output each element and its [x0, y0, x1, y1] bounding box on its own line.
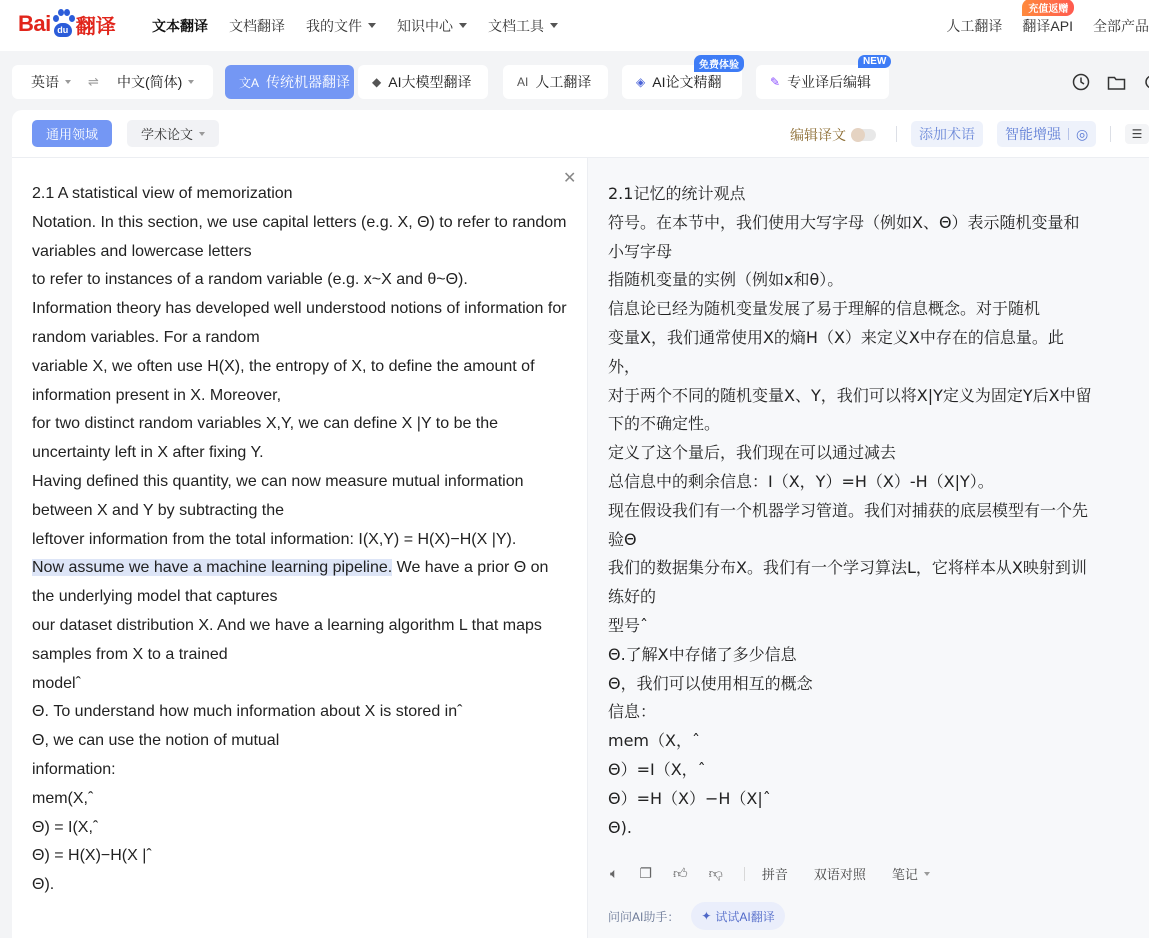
- nav-doc-tools-label: 文档工具: [488, 17, 544, 34]
- target-language-select[interactable]: [117, 72, 194, 92]
- baidu-paw-icon: [52, 9, 74, 39]
- academic-domain-select[interactable]: [127, 120, 219, 147]
- academic-domain-label: 学术论文: [141, 127, 194, 142]
- edit-pen-icon: ✎: [770, 75, 781, 89]
- nav-translate-api-label: 翻译API: [1022, 17, 1073, 34]
- target-line: 小写字母: [608, 241, 673, 261]
- source-line: modelˆ: [32, 674, 81, 692]
- source-line: the underlying model that captures: [32, 588, 278, 606]
- target-line: 下的不确定性。: [608, 414, 721, 434]
- bilingual-button[interactable]: 双语对照: [813, 867, 866, 882]
- target-line: Θ).: [608, 817, 632, 837]
- nav-text-translate-label: 文本翻译: [152, 17, 208, 34]
- target-language-label: 中文(简体): [117, 74, 183, 90]
- settings-icon[interactable]: [1143, 73, 1149, 96]
- nav-knowledge-center-label: 知识中心: [397, 17, 453, 34]
- target-line: mem（X，ˆ: [608, 731, 700, 751]
- pinyin-button[interactable]: 拼音: [761, 867, 788, 882]
- nav-human-translate[interactable]: 人工翻译: [946, 17, 1003, 34]
- translated-text: [608, 180, 1108, 842]
- source-line: for two distinct random variables X,Y, we can define X |Y to be the: [32, 415, 499, 433]
- target-text-pane: [587, 158, 1149, 938]
- free-trial-badge: 免费体验: [694, 55, 744, 72]
- nav-doc-translate-label: 文档翻译: [229, 17, 285, 34]
- try-ai-translate-button[interactable]: [691, 902, 784, 930]
- source-line: our dataset distribution X. And we have a learning algorithm L that maps: [32, 616, 542, 634]
- nav-knowledge-center[interactable]: [397, 16, 467, 36]
- chevron-down-icon: [459, 23, 467, 28]
- target-line: 我们的数据集分布X。我们有一个学习算法L，它将样本从X映射到训: [608, 558, 1087, 578]
- source-text-pane[interactable]: [12, 158, 587, 938]
- chevron-down-icon: [65, 80, 71, 84]
- source-line: Θ, we can use the notion of mutual: [32, 732, 280, 750]
- source-line: information:: [32, 760, 116, 778]
- copy-icon[interactable]: ❐: [639, 865, 652, 881]
- target-line: 现在假设我们有一个机器学习管道。我们对捕获的底层模型有一个先: [608, 500, 1089, 520]
- smart-enhance-label: 智能增强: [1005, 126, 1061, 142]
- source-line: mem(X,ˆ: [32, 789, 94, 807]
- source-line: Having defined this quantity, we can now measure mutual information: [32, 472, 524, 490]
- swap-languages-icon[interactable]: ⇌: [88, 74, 99, 89]
- result-actions: [610, 864, 956, 883]
- main-nav: [152, 0, 579, 51]
- chevron-down-icon: [924, 872, 930, 876]
- source-line: Notation. In this section, we use capital letters (e.g. X, Θ) to refer to random: [32, 213, 567, 231]
- target-line: 外，: [608, 356, 641, 376]
- translate-toolbar: [0, 51, 1149, 109]
- chevron-down-icon: [368, 23, 376, 28]
- post-edit-label: 专业译后编辑: [787, 74, 872, 90]
- try-ai-translate-label: 试试AI翻译: [715, 909, 775, 924]
- machine-translate-button[interactable]: [225, 65, 354, 99]
- human-translate-label: 人工翻译: [535, 74, 592, 90]
- target-line: Θ）=H（X）−H（X|ˆ: [608, 788, 771, 808]
- machine-translate-label: 传统机器翻译: [266, 74, 351, 90]
- ai-sparkle-icon: AI: [517, 75, 529, 89]
- nav-my-files-label: 我的文件: [306, 17, 362, 34]
- target-line: 练好的: [608, 587, 657, 607]
- target-line: 符号。在本节中，我们使用大写字母（例如X、Θ）表示随机变量和: [608, 212, 1080, 232]
- nav-all-products[interactable]: 全部产品: [1093, 17, 1149, 34]
- menu-list-icon[interactable]: ☰: [1125, 124, 1149, 144]
- translate-icon: 文A: [239, 75, 260, 90]
- target-line: 信息：: [608, 702, 657, 722]
- source-line-highlighted: [32, 554, 572, 583]
- post-edit-button[interactable]: [756, 56, 889, 99]
- source-line: Θ) = H(X)−H(X |ˆ: [32, 847, 152, 865]
- baidu-translate-logo[interactable]: [18, 6, 116, 42]
- ai-llm-translate-label: AI大模型翻译: [388, 74, 472, 90]
- thumbs-down-icon[interactable]: 👎︎: [708, 865, 723, 881]
- source-line: between X and Y by subtracting the: [32, 501, 285, 519]
- divider: [896, 126, 897, 142]
- source-line: leftover information from the total information: I(X,Y) = H(X)−H(X |Y).: [32, 530, 517, 548]
- source-language-select[interactable]: [31, 72, 71, 92]
- folder-icon[interactable]: [1107, 74, 1126, 96]
- ask-ai-row: [608, 902, 785, 930]
- ai-paper-translate-label: AI论文精翻: [652, 74, 722, 90]
- notes-label: 笔记: [891, 867, 918, 882]
- history-icon[interactable]: [1072, 73, 1090, 96]
- nav-right: [926, 0, 1149, 51]
- human-translate-button[interactable]: [503, 65, 608, 99]
- edit-translation-toggle[interactable]: [790, 125, 876, 145]
- target-icon: ◎: [1076, 125, 1089, 142]
- layers-icon: ◆: [372, 75, 382, 89]
- top-navigation-bar: [0, 0, 1149, 51]
- target-line: 对于两个不同的随机变量X、Y，我们可以将X|Y定义为固定Y后X中留: [608, 385, 1092, 405]
- toolbar-icons: [1072, 73, 1149, 96]
- source-line: 2.1 A statistical view of memorization: [32, 185, 293, 202]
- nav-translate-api[interactable]: [1022, 3, 1073, 36]
- source-line: Θ) = I(X,ˆ: [32, 818, 99, 836]
- ask-ai-label: 问问AI助手：: [608, 909, 680, 924]
- target-line: Θ，我们可以使用相互的概念: [608, 673, 813, 693]
- divider: [1110, 126, 1111, 142]
- source-line: random variables. For a random: [32, 328, 260, 346]
- chevron-down-icon: [199, 132, 205, 136]
- source-line: variables and lowercase letters: [32, 242, 252, 260]
- source-line: uncertainty left in X after fixing Y.: [32, 444, 264, 462]
- edit-translation-label: 编辑译文: [790, 127, 846, 143]
- logo-bai-text: Bai: [18, 11, 51, 36]
- clear-text-close-icon[interactable]: ✕: [563, 170, 577, 187]
- target-line: 验Θ: [608, 529, 637, 549]
- source-line: samples from X to a trained: [32, 645, 228, 663]
- notes-button[interactable]: [892, 864, 930, 883]
- target-line: 型号ˆ: [608, 615, 649, 635]
- source-line: variable X, we often use H(X), the entropy of X, to define the amount of: [32, 357, 535, 375]
- source-text[interactable]: [32, 180, 572, 900]
- highlighted-sentence: Now assume we have a machine learning pipeline.: [32, 559, 393, 577]
- toggle-switch[interactable]: [852, 129, 876, 141]
- source-line: Θ. To understand how much information about X is stored inˆ: [32, 703, 463, 721]
- target-line: 定义了这个量后，我们现在可以通过减去: [608, 443, 897, 463]
- stack-icon: ◈: [636, 75, 646, 89]
- add-term-button[interactable]: 添加术语: [911, 121, 983, 147]
- translation-card: [12, 110, 1149, 938]
- source-line: to refer to instances of a random variable (e.g. x~X and θ~Θ).: [32, 271, 468, 289]
- ai-llm-translate-button[interactable]: [358, 65, 488, 99]
- target-line: 总信息中的剩余信息：I（X，Y）=H（X）-H（X|Y）。: [608, 471, 994, 491]
- target-line: 2.1记忆的统计观点: [608, 184, 746, 203]
- divider: [744, 867, 745, 881]
- target-line: Θ）=I（X，ˆ: [608, 759, 706, 779]
- chevron-down-icon: [188, 80, 194, 84]
- general-domain-button[interactable]: 通用领域: [32, 120, 112, 147]
- target-line: 信息论已经为随机变量发展了易于理解的信息概念。对于随机: [608, 299, 1041, 319]
- recharge-badge: 充值返赠: [1022, 0, 1074, 16]
- target-line: 变量X，我们通常使用X的熵H（X）来定义X中存在的信息量。此: [608, 327, 1064, 347]
- nav-doc-tools[interactable]: [488, 16, 558, 36]
- source-line: information present in X. Moreover,: [32, 386, 282, 404]
- language-selector: [12, 65, 213, 99]
- thumbs-up-icon[interactable]: 👍︎: [672, 865, 688, 881]
- sparkle-icon: ✦: [701, 909, 712, 923]
- chevron-down-icon: [550, 23, 558, 28]
- ai-paper-translate-button[interactable]: [622, 60, 742, 99]
- smart-enhance-button[interactable]: [997, 121, 1096, 147]
- card-header: [12, 110, 1149, 158]
- new-badge: NEW: [858, 55, 891, 68]
- logo-fanyi-text: 翻译: [75, 13, 116, 38]
- source-language-label: 英语: [31, 74, 59, 90]
- nav-doc-translate[interactable]: [229, 16, 285, 36]
- sentence-rest: We have a prior Θ on: [392, 559, 549, 577]
- nav-text-translate[interactable]: [152, 16, 208, 36]
- target-line: Θ.了解X中存储了多少信息: [608, 644, 797, 664]
- target-line: 指随机变量的实例（例如x和θ）。: [608, 270, 844, 290]
- source-line: Information theory has developed well understood notions of information for: [32, 300, 567, 318]
- divider: [1068, 128, 1069, 140]
- nav-my-files[interactable]: [306, 16, 376, 36]
- source-line: Θ).: [32, 876, 55, 894]
- speaker-icon[interactable]: 🔈︎: [610, 865, 619, 881]
- logo-du-text: du: [54, 23, 72, 37]
